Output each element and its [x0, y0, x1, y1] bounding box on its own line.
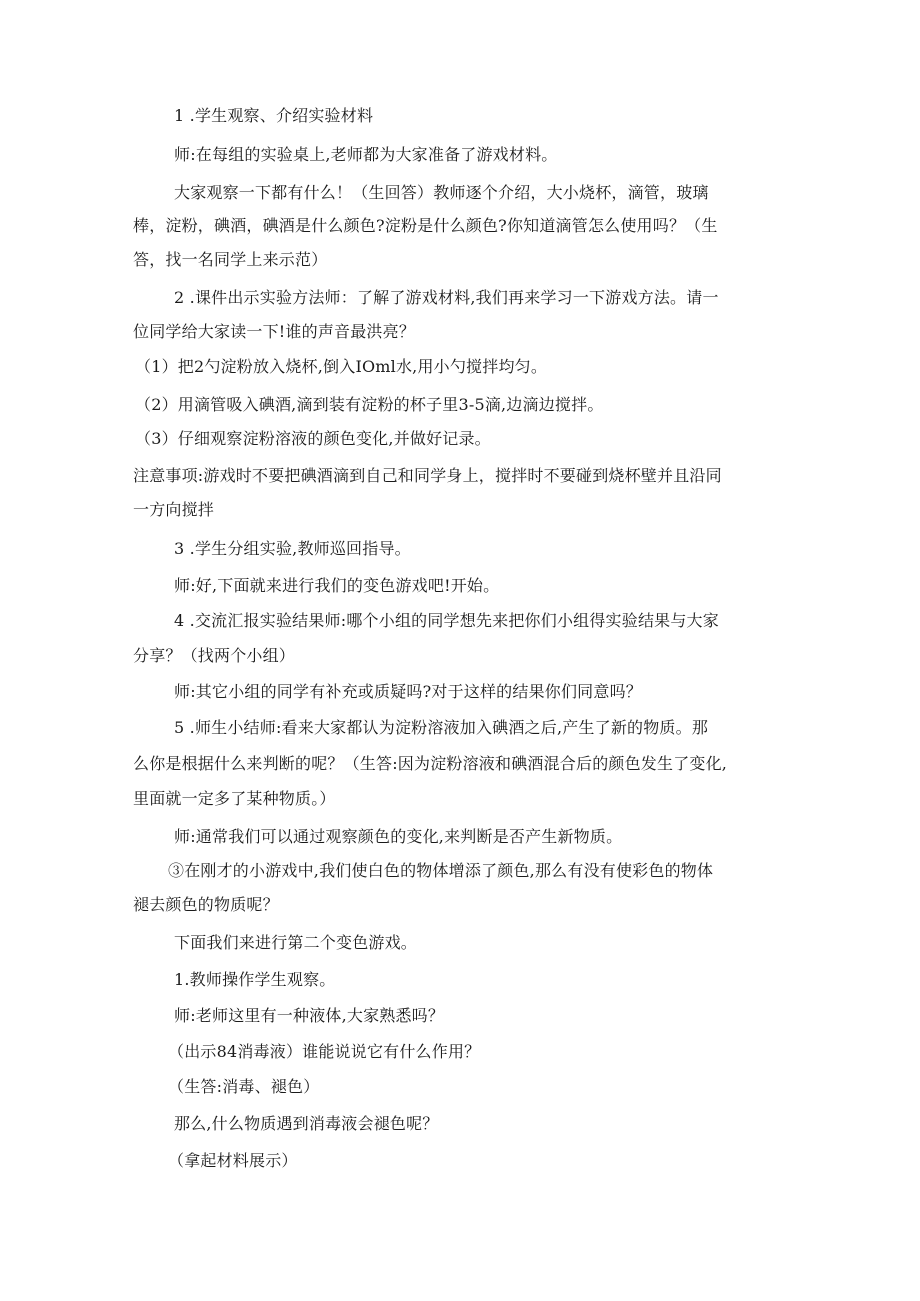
paragraph-line: 大家观察一下都有什么！（生回答）教师逐个介绍，大小烧杯，滴管，玻璃: [174, 183, 709, 202]
paragraph-line: （拿起材料展示）: [168, 1151, 298, 1170]
notice-line: 一方向搅拌: [133, 500, 215, 519]
paragraph-line: 答，找一名同学上来示范）: [133, 250, 328, 269]
step-1: （1）把2勺淀粉放入烧杯,倒入IOml水,用小勺搅拌均匀。: [135, 357, 548, 376]
step-2: （2）用滴管吸入碘酒,滴到装有淀粉的杯子里3-5滴,边滴边搅拌。: [135, 395, 604, 414]
paragraph-line: 褪去颜色的物质呢？: [133, 895, 279, 914]
paragraph-line: 里面就一定多了某种物质。）: [133, 789, 336, 808]
section-2-heading: 2 .课件出示实验方法师：了解了游戏材料,我们再来学习一下游戏方法。请一: [174, 288, 719, 307]
paragraph-line: 师:通常我们可以通过观察颜色的变化,来判断是否产生新物质。: [174, 827, 623, 846]
paragraph-line: （出示84消毒液）谁能说说它有什么作用？: [168, 1042, 481, 1061]
section-3-heading: 3 .学生分组实验,教师巡回指导。: [174, 539, 411, 558]
paragraph-line: 师:老师这里有一种液体,大家熟悉吗？: [174, 1006, 445, 1025]
section-4-heading: 4 .交流汇报实验结果师:哪个小组的同学想先来把你们小组得实验结果与大家: [174, 611, 719, 630]
paragraph-line: 分享？（找两个小组）: [133, 646, 296, 665]
section-1-heading: 1 .学生观察、介绍实验材料: [174, 106, 374, 125]
paragraph-line: 么你是根据什么来判断的呢？（生答:因为淀粉溶液和碘酒混合后的颜色发生了变化,: [133, 754, 728, 773]
step-3: （3）仔细观察淀粉溶液的颜色变化,并做好记录。: [135, 429, 491, 448]
paragraph-line: 位同学给大家读一下!谁的声音最洪亮？: [133, 322, 416, 341]
paragraph-line: 下面我们来进行第二个变色游戏。: [174, 933, 418, 952]
paragraph-line: 师:好,下面就来进行我们的变色游戏吧!开始。: [174, 576, 500, 595]
paragraph-line: 师:其它小组的同学有补充或质疑吗?对于这样的结果你们同意吗？: [174, 682, 642, 701]
notice-line: 注意事项:游戏时不要把碘酒滴到自己和同学身上，搅拌时不要碰到烧杯壁并且沿同: [133, 466, 722, 485]
paragraph-line: ③在刚才的小游戏中,我们使白色的物体增添了颜色,那么有没有使彩色的物体: [168, 861, 714, 880]
paragraph-line: 棒，淀粉，碘酒，碘酒是什么颜色?淀粉是什么颜色?你知道滴管怎么使用吗？（生: [133, 216, 718, 235]
paragraph-line: 师:在每组的实验桌上,老师都为大家准备了游戏材料。: [174, 145, 558, 164]
paragraph-line: （生答:消毒、褪色）: [168, 1077, 320, 1096]
section-5-heading: 5 .师生小结师:看来大家都认为淀粉溶液加入碘酒之后,产生了新的物质。那: [174, 718, 709, 737]
game-2-heading: 1.教师操作学生观察。: [174, 970, 336, 989]
paragraph-line: 那么,什么物质遇到消毒液会褪色呢？: [174, 1114, 439, 1133]
